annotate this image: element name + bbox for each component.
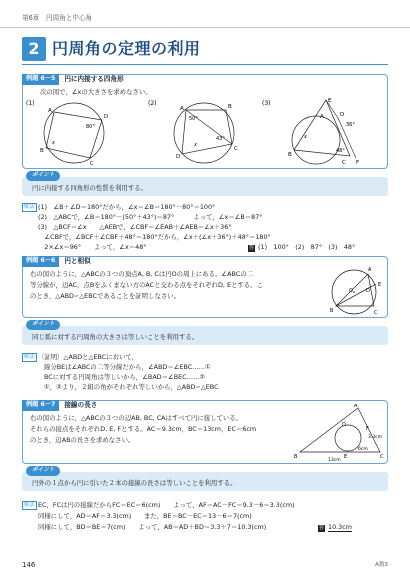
svg-text:D: D: [342, 422, 346, 428]
svg-text:A: A: [320, 114, 324, 120]
example-label: 例題 6－5: [22, 74, 59, 85]
svg-text:48°: 48°: [336, 148, 345, 154]
solution-line: (2) △ABCで，∠B＝180°－(50°＋43°)＝87° よって，∠x＝∠B＝87°: [38, 213, 263, 221]
example-text-line: それらの接点をそれぞれD, E, Fとする。AC＝9.3cm，BC＝13cm，EC＝6cm: [30, 425, 257, 433]
example-tag: 円に内接する四角形: [64, 75, 124, 84]
page-number: 146: [22, 560, 36, 569]
answer-text: (1) 100° (2) 87° (3) 48°: [258, 243, 356, 251]
figure-3-circle: [292, 116, 340, 164]
point-text: 円外の１点から円に引いた２本の接線の長さは等しいことを利用する。: [32, 479, 237, 487]
example-6-6-header: [22, 256, 91, 267]
example-6-5-header: [22, 74, 124, 85]
svg-text:A: A: [48, 108, 52, 114]
figure-1-quad: [46, 112, 102, 158]
svg-text:F: F: [366, 426, 369, 432]
point-text: 円に内接する四角形の性質を利用する。: [32, 184, 148, 192]
proof-line: ①，②より，２組の角がそれぞれ等しいから，△ABD∽△EBC: [44, 383, 219, 391]
svg-text:A: A: [368, 267, 372, 273]
chapter-header: 第6章 円周角と中心角: [22, 14, 93, 22]
figure-3-label: (3): [262, 100, 271, 107]
point-box-1: [22, 172, 388, 196]
answer-mark: 答: [319, 525, 325, 531]
solution-line: 同様にして，BD＝BE＝7(cm) よって，AB＝AD＋BD＝3.3＋7＝10.3(cm): [38, 523, 267, 531]
figure-2-label: (2): [148, 100, 157, 107]
solution-line: EC，FCは円の接線だからFC＝EC＝6(cm) よって，AF＝AC－FC＝9.3－6＝3.3(cm): [38, 501, 295, 509]
svg-text:x: x: [194, 142, 197, 148]
solution-line: ∠CBFで，∠BCF＋∠CBF＋48°＝180°だから，∠x＋(∠x＋36°)＋48°＝180°: [38, 233, 271, 241]
point-text: 同じ弧に対する円周角の大きさは等しいことを利用する。: [32, 333, 199, 341]
svg-text:D: D: [366, 288, 370, 294]
fig-label-bc: 13cm: [328, 458, 341, 462]
solution-mark: 解法: [22, 501, 37, 510]
solution-line: (3) △BCF＝∠x △AEBで，∠CBF＝∠EAB＋∠AEB＝∠x＋36°: [38, 223, 232, 231]
example-text-line: 右の図のように，△ABCの３つの頂点A, B, Cは円Oの周上にある。∠ABCの二: [30, 270, 253, 278]
solution-mark: 解法: [22, 353, 37, 362]
svg-text:80°: 80°: [86, 124, 95, 130]
example-text-line: のとき，辺ABの長さを求めなさい。: [30, 436, 135, 444]
example-text-line: 右の図のように，△ABCの３つの辺AB, BC, CAはすべて円に接している。: [30, 414, 243, 422]
svg-text:50°: 50°: [189, 116, 198, 122]
answer-row: [318, 523, 352, 532]
svg-text:F: F: [356, 160, 360, 166]
svg-text:D: D: [340, 112, 345, 118]
section-number: 2: [22, 37, 46, 61]
example-6-5-figures: [26, 98, 386, 168]
svg-text:x: x: [52, 140, 55, 146]
svg-text:D: D: [104, 114, 109, 120]
svg-text:B: B: [40, 148, 44, 154]
svg-text:D: D: [176, 154, 181, 160]
example-label: 例題 6－7: [22, 400, 59, 411]
svg-text:C: C: [380, 454, 384, 460]
point-box-3: [22, 467, 388, 491]
svg-text:B: B: [294, 454, 298, 460]
answer-mark: 答: [249, 245, 255, 251]
example-prompt: 次の図で，∠xの大きさを求めなさい。: [40, 88, 152, 96]
footer-label: A数3: [375, 562, 388, 569]
header-rule: [0, 27, 410, 28]
solution-line: (1) ∠B＋∠D＝180°だから，∠x＝∠B＝180°－80°＝100°: [38, 203, 216, 211]
svg-text:C: C: [90, 161, 94, 167]
example-6-7-figure: [292, 404, 386, 462]
example-tag: 円と相似: [64, 257, 91, 266]
svg-text:E: E: [328, 98, 332, 104]
example-text-line: のとき，△ABD∽△EBCであることを証明しなさい。: [30, 292, 181, 300]
svg-text:C: C: [374, 310, 378, 316]
svg-text:36°: 36°: [346, 122, 355, 128]
svg-text:43°: 43°: [216, 136, 225, 142]
fig-label-ec: 6cm: [358, 447, 368, 452]
proof-line: BCに対する円周角は等しいから，∠BAD＝∠BEC……②: [44, 373, 206, 381]
svg-text:E: E: [344, 454, 348, 460]
svg-text:A: A: [354, 404, 358, 409]
svg-text:B: B: [288, 152, 292, 158]
svg-text:C: C: [234, 146, 238, 152]
proof-line: 線分BEは∠ABCの二等分線だから，∠ABD＝∠EBC……①: [44, 363, 211, 371]
section-title: [22, 37, 201, 61]
point-badge: ポイント: [26, 466, 60, 476]
solution-line: 同様にして，AD＝AF＝3.3(cm) また，BE＝BC－EC＝13－6＝7(cm): [38, 512, 252, 520]
answer-row: [248, 243, 355, 252]
proof-line: 〔証明〕△ABDと△EBCにおいて，: [38, 353, 139, 361]
example-label: 例題 6－6: [22, 256, 59, 267]
section-title-text: 円周角の定理の利用: [52, 39, 201, 59]
example-text-line: 等分線が，辺AC，点Bをふくまない方のACと交わる点をそれぞれD, Eとする。こ: [30, 281, 263, 289]
fig-label-cf: 3.3cm: [368, 435, 383, 440]
point-box-2: [22, 321, 388, 345]
answer-text: 10.3cm: [328, 523, 352, 531]
solution-line: 2×∠x＝96° よって，∠x＝48°: [38, 243, 147, 251]
svg-text:C: C: [342, 160, 346, 166]
example-tag: 接線の長さ: [64, 401, 98, 410]
title-rule: [22, 64, 388, 65]
example-6-7-header: [22, 400, 97, 411]
svg-text:B: B: [330, 308, 334, 314]
svg-text:B: B: [228, 104, 232, 110]
svg-text:A: A: [180, 106, 184, 112]
figure-1-circle: [44, 103, 104, 163]
point-badge: ポイント: [26, 320, 60, 330]
figure-1-label: (1): [26, 100, 35, 107]
example-6-6-figure: [324, 262, 386, 318]
svg-text:x: x: [304, 134, 307, 140]
point-badge: ポイント: [26, 171, 60, 181]
svg-text:O: O: [349, 288, 353, 294]
svg-text:E: E: [378, 282, 382, 288]
solution-mark: 解法: [22, 203, 37, 212]
